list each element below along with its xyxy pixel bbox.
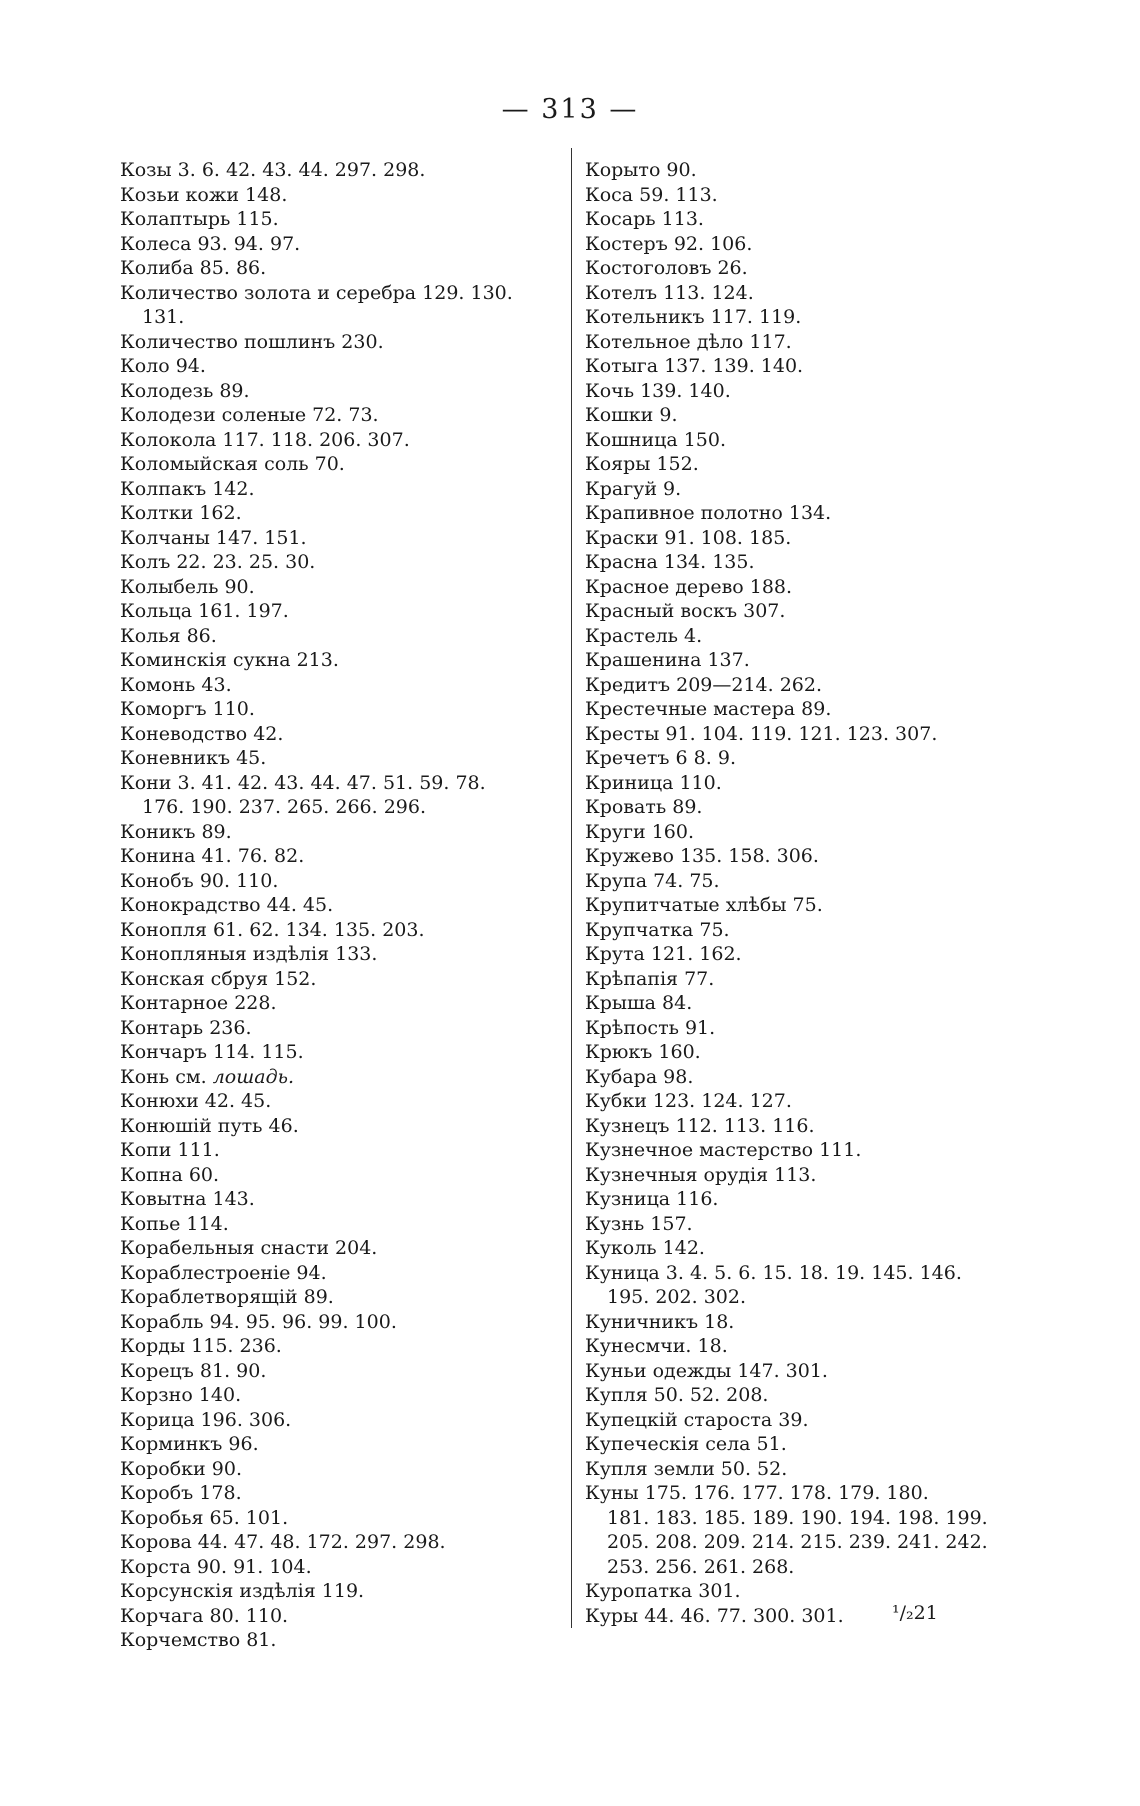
- index-entry: Куропатка 301.: [585, 1580, 741, 1602]
- index-entry: Кошница 150.: [585, 428, 727, 451]
- index-entry: Колья 86.: [120, 624, 217, 647]
- index-entry: Красна 134. 135.: [585, 551, 755, 573]
- index-entry: Косарь 113.: [585, 208, 704, 230]
- index-entry: Крыша 84.: [585, 992, 693, 1014]
- index-entry: Крапивное полотно 134.: [585, 502, 832, 524]
- index-entry: Кровать 89.: [585, 796, 703, 818]
- index-entry: Куница 3. 4. 5. 6. 15. 18. 19. 145. 146.: [585, 1261, 962, 1284]
- index-entry: Коморгъ 110.: [120, 698, 255, 720]
- index-entry: Контарь 236.: [120, 1016, 252, 1039]
- index-entry-continuation: 176. 190. 237. 265. 266. 296.: [142, 796, 427, 818]
- index-entry: Корица 196. 306.: [120, 1408, 292, 1431]
- index-entry: Крѣпапія 77.: [585, 967, 715, 990]
- index-entry: Корыто 90.: [585, 159, 697, 181]
- index-entry: Козы 3. 6. 42. 43. 44. 297. 298.: [120, 159, 426, 181]
- index-entry: Кузнечныя орудія 113.: [585, 1163, 817, 1186]
- index-entry: Колокола 117. 118. 206. 307.: [120, 428, 410, 451]
- signature-mark: ¹/₂21: [892, 1602, 938, 1624]
- index-entry: Купеческія села 51.: [585, 1433, 787, 1455]
- index-entry: Коло 94.: [120, 355, 206, 377]
- index-entry: Корсунскія издѣлія 119.: [120, 1580, 365, 1602]
- index-entry: Конюхи 42. 45.: [120, 1090, 272, 1112]
- index-entry: Красное дерево 188.: [585, 575, 793, 598]
- index-entry: Козьи кожи 148.: [120, 183, 288, 206]
- index-entry: Комонь 43.: [120, 673, 232, 696]
- index-entry: Коробки 90.: [120, 1457, 242, 1480]
- index-column-right: [585, 158, 1045, 1628]
- index-entry: Корчага 80. 110.: [120, 1604, 289, 1627]
- index-entry: Кубара 98.: [585, 1065, 694, 1088]
- index-entry: Крѣпость 91.: [585, 1016, 716, 1039]
- index-entry: Кораблетворящій 89.: [120, 1286, 334, 1308]
- index-entry: Куны 175. 176. 177. 178. 179. 180.: [585, 1482, 929, 1504]
- index-entry: Корды 115. 236.: [120, 1335, 282, 1357]
- index-entry: Куколь 142.: [585, 1237, 705, 1259]
- index-entry: Колпакъ 142.: [120, 477, 255, 500]
- index-entry: Колчаны 147. 151.: [120, 526, 307, 549]
- index-entry: Корова 44. 47. 48. 172. 297. 298.: [120, 1531, 446, 1553]
- index-entry: Кредитъ 209—214. 262.: [585, 673, 823, 696]
- index-entry: Купля земли 50. 52.: [585, 1457, 788, 1480]
- index-entry: Кочь 139. 140.: [585, 379, 731, 402]
- index-entry: Колодези соленые 72. 73.: [120, 404, 379, 426]
- index-entry: Костоголовъ 26.: [585, 257, 748, 279]
- index-entry: Корчемство 81.: [120, 1629, 277, 1651]
- index-entry: Колеса 93. 94. 97.: [120, 232, 301, 255]
- index-entry: Коломыйская соль 70.: [120, 453, 345, 475]
- index-entry: Конокрадство 44. 45.: [120, 894, 334, 916]
- index-entry: Куры 44. 46. 77. 300. 301.: [585, 1604, 844, 1627]
- index-entry: Коробъ 178.: [120, 1482, 242, 1504]
- index-entry: Кольца 161. 197.: [120, 600, 289, 622]
- index-entry: Коневникъ 45.: [120, 747, 267, 769]
- index-entry: Кубки 123. 124. 127.: [585, 1090, 792, 1112]
- index-entry: Крупчатка 75.: [585, 918, 730, 941]
- index-entry: Кузница 116.: [585, 1188, 719, 1210]
- index-entry: Колодезь 89.: [120, 379, 250, 402]
- index-column-left: [120, 158, 560, 1653]
- index-entry: Конопляныя издѣлія 133.: [120, 943, 378, 965]
- index-entry: Коникъ 89.: [120, 820, 232, 843]
- index-entry: Круги 160.: [585, 820, 695, 843]
- index-entry: Красный воскъ 307.: [585, 600, 786, 622]
- index-entry: Крюкъ 160.: [585, 1041, 701, 1063]
- index-entry: Крестечные мастера 89.: [585, 698, 832, 720]
- index-entry: Коса 59. 113.: [585, 183, 718, 206]
- index-entry: Конюшій путь 46.: [120, 1114, 299, 1137]
- column-divider: [571, 148, 572, 1628]
- index-entry: Корабль 94. 95. 96. 99. 100.: [120, 1310, 397, 1333]
- index-entry: Конская сбруя 152.: [120, 967, 317, 990]
- index-entry: Количество золота и серебра 129. 130.: [120, 281, 513, 304]
- index-entry: Коневодство 42.: [120, 722, 284, 745]
- index-entry: Кони 3. 41. 42. 43. 44. 47. 51. 59. 78.: [120, 771, 486, 794]
- index-entry: Котельное дѣло 117.: [585, 330, 792, 353]
- index-entry: Копна 60.: [120, 1163, 220, 1186]
- index-entry-continuation: 253. 256. 261. 268.: [607, 1555, 795, 1578]
- index-entry: Крагуй 9.: [585, 477, 682, 500]
- index-entry: Колиба 85. 86.: [120, 257, 267, 279]
- index-entry: Колыбель 90.: [120, 575, 255, 598]
- index-entry: Кресты 91. 104. 119. 121. 123. 307.: [585, 722, 938, 745]
- page-number-header: — 313 —: [501, 94, 639, 125]
- index-entry: Корабельныя снасти 204.: [120, 1237, 378, 1259]
- index-entry-continuation: 181. 183. 185. 189. 190. 194. 198. 199.: [607, 1506, 988, 1529]
- index-entry: Колтки 162.: [120, 502, 242, 524]
- index-entry: Конь см. лошадь.: [120, 1065, 294, 1088]
- index-entry: Контарное 228.: [120, 992, 277, 1014]
- index-entry: Крупитчатые хлѣбы 75.: [585, 894, 823, 916]
- index-entry: Коробья 65. 101.: [120, 1506, 289, 1529]
- index-entry: Котельникъ 117. 119.: [585, 306, 802, 328]
- index-entry: Купецкій староста 39.: [585, 1408, 809, 1431]
- index-entry: Крашенина 137.: [585, 649, 750, 671]
- index-entry: Куничникъ 18.: [585, 1310, 735, 1333]
- index-entry: Конобъ 90. 110.: [120, 869, 279, 892]
- index-entry: Конина 41. 76. 82.: [120, 845, 305, 867]
- index-entry: Корминкъ 96.: [120, 1433, 259, 1455]
- index-entry: Кошки 9.: [585, 404, 678, 426]
- index-entry: Кузнечное мастерство 111.: [585, 1139, 862, 1161]
- index-entry: Котыга 137. 139. 140.: [585, 355, 804, 377]
- index-entry: Количество пошлинъ 230.: [120, 330, 384, 353]
- index-entry-continuation: 195. 202. 302.: [607, 1286, 746, 1308]
- index-entry: Куньи одежды 147. 301.: [585, 1359, 828, 1382]
- index-entry: Крута 121. 162.: [585, 943, 742, 965]
- index-entry: Кречетъ 6 8. 9.: [585, 747, 736, 769]
- index-entry: Кончаръ 114. 115.: [120, 1041, 304, 1063]
- index-entry: Копье 114.: [120, 1212, 229, 1235]
- index-entry: Копи 111.: [120, 1139, 220, 1161]
- index-entry: Краски 91. 108. 185.: [585, 526, 792, 549]
- index-entry: Крастель 4.: [585, 624, 703, 647]
- index-entry: Ковытна 143.: [120, 1188, 255, 1210]
- index-entry: Костеръ 92. 106.: [585, 232, 753, 255]
- index-entry: Криница 110.: [585, 771, 722, 794]
- index-entry: Корецъ 81. 90.: [120, 1359, 267, 1382]
- index-entry-continuation: 205. 208. 209. 214. 215. 239. 241. 242.: [607, 1531, 988, 1553]
- index-entry: Кузнь 157.: [585, 1212, 693, 1235]
- index-entry: Колъ 22. 23. 25. 30.: [120, 551, 316, 573]
- index-entry: Котелъ 113. 124.: [585, 281, 754, 304]
- index-entry: Кунесмчи. 18.: [585, 1335, 728, 1357]
- index-entry: Кораблестроеніе 94.: [120, 1261, 327, 1284]
- index-entry: Кояры 152.: [585, 453, 699, 475]
- index-entry: Купля 50. 52. 208.: [585, 1384, 769, 1406]
- index-entry: Конопля 61. 62. 134. 135. 203.: [120, 918, 425, 941]
- index-entry: Корзно 140.: [120, 1384, 242, 1406]
- index-entry: Корста 90. 91. 104.: [120, 1555, 312, 1578]
- index-entry: Коминскія сукна 213.: [120, 649, 339, 671]
- index-entry: Кружево 135. 158. 306.: [585, 845, 819, 867]
- index-entry: Колаптырь 115.: [120, 208, 279, 230]
- index-entry-continuation: 131.: [142, 306, 185, 328]
- index-entry: Кузнецъ 112. 113. 116.: [585, 1114, 815, 1137]
- index-entry: Крупа 74. 75.: [585, 869, 720, 892]
